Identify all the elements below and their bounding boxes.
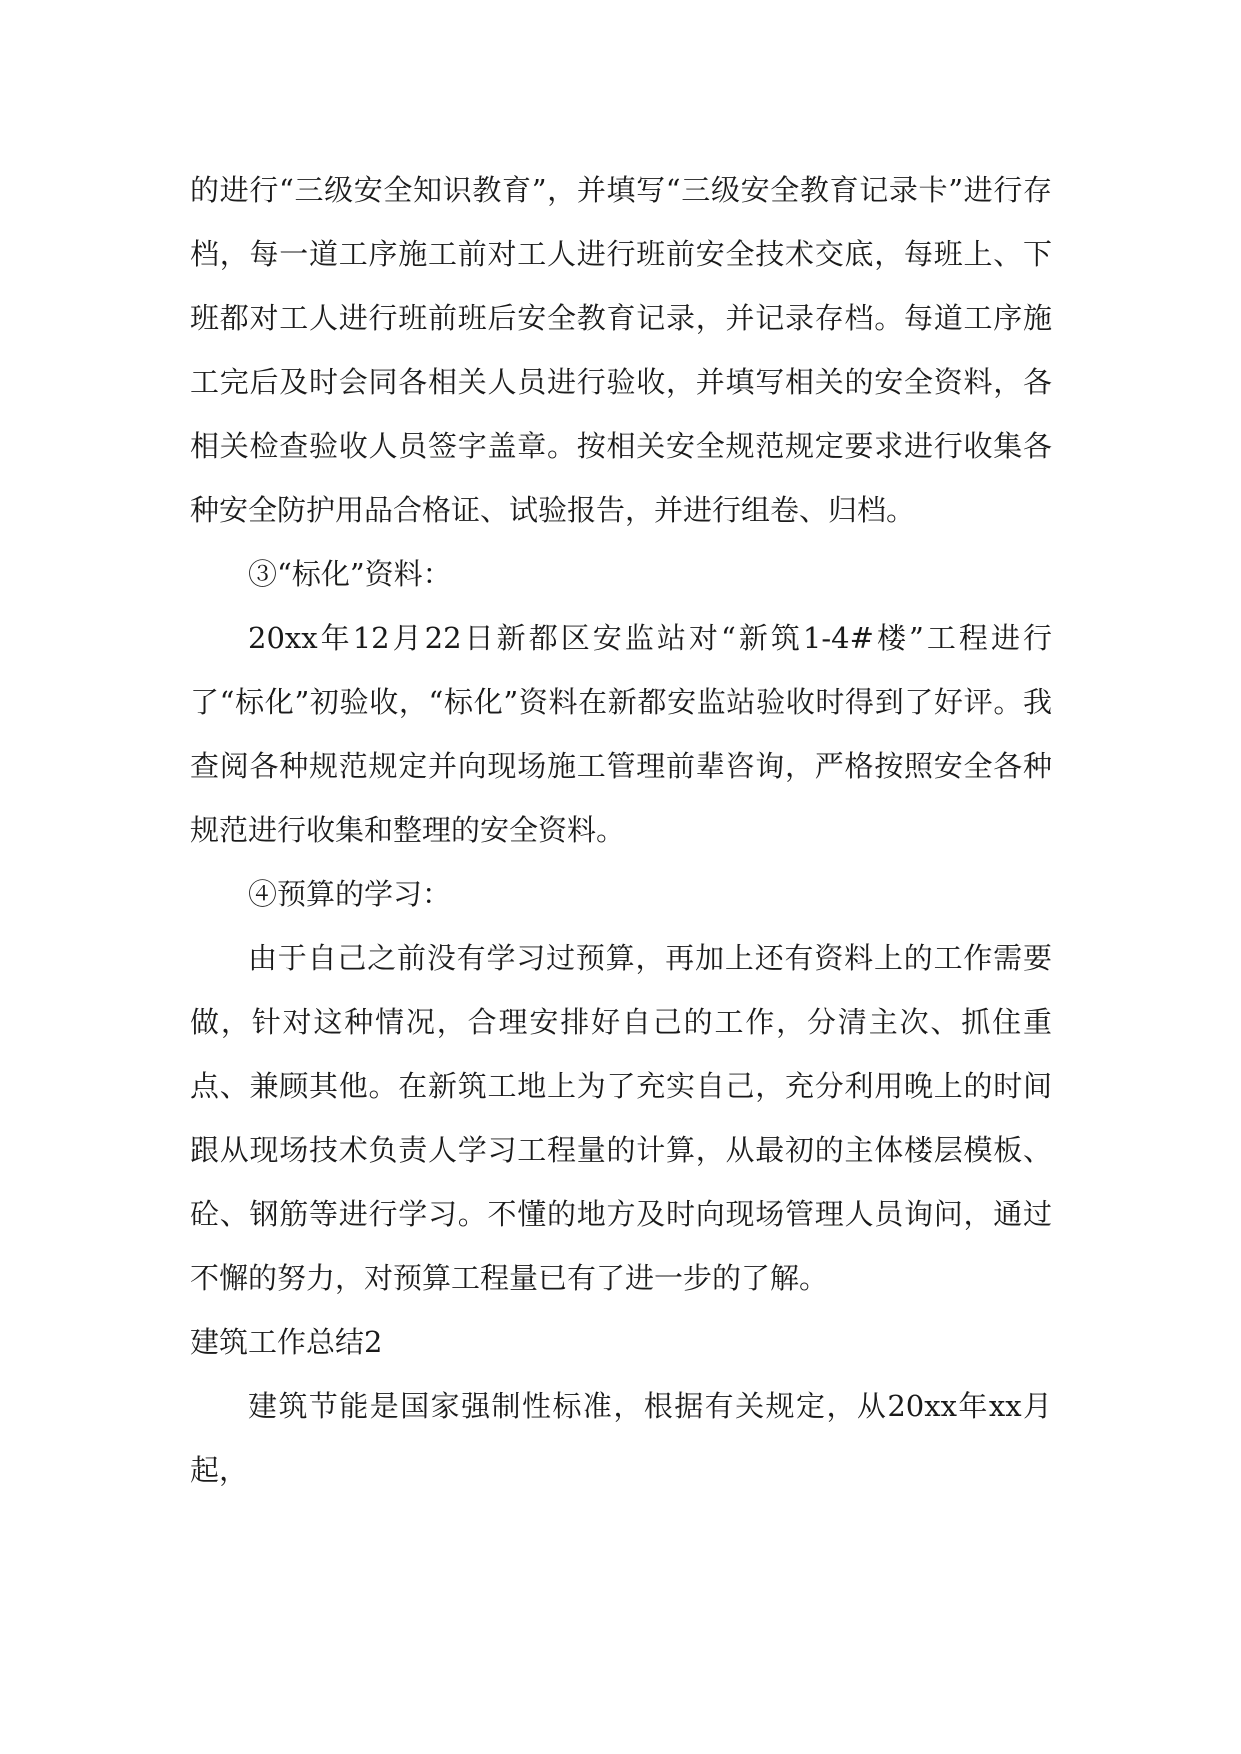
paragraph-budget-study: 由于自己之前没有学习过预算，再加上还有资料上的工作需要做，针对这种情况，合理安排好自己的工作，分清主次、抓住重点、兼顾其他。在新筑工地上为了充实自己，充分利用晚上的时间跟从现场技术负责人学习工程量的计算，从最初的主体楼层模板、砼、钢筋等进行学习。不懂的地方及时向现场管理人员询问，通过不懈的努力，对预算工程量已有了进一步的了解。 — [190, 941, 1052, 1295]
paragraph-standardization-acceptance: 20xx年12月22日新都区安监站对“新筑1-4#楼”工程进行了“标化”初验收，“标化”资料在新都安监站验收时得到了好评。我查阅各种规范规定并向现场施工管理前辈咨询，严格按照安全各种规范进行收集和整理的安全资料。 — [190, 621, 1052, 847]
paragraph-energy-saving: 建筑节能是国家强制性标准，根据有关规定，从20xx年xx月起， — [190, 1389, 1052, 1487]
section-title: 建筑工作总结2 — [190, 1325, 383, 1359]
heading-budget-study: ④预算的学习： — [248, 877, 452, 911]
document-body — [190, 158, 1052, 1502]
paragraph-safety-education: 的进行“三级安全知识教育”，并填写“三级安全教育记录卡”进行存档，每一道工序施工前对工人进行班前安全技术交底，每班上、下班都对工人进行班前班后安全教育记录，并记录存档。每道工序施工完后及时会同各相关人员进行验收，并填写相关的安全资料，各相关检查验收人员签字盖章。按相关安全规范规定要求进行收集各种安全防护用品合格证、试验报告，并进行组卷、归档。 — [190, 173, 1052, 527]
heading-standardization-docs: ③“标化”资料： — [248, 557, 452, 591]
